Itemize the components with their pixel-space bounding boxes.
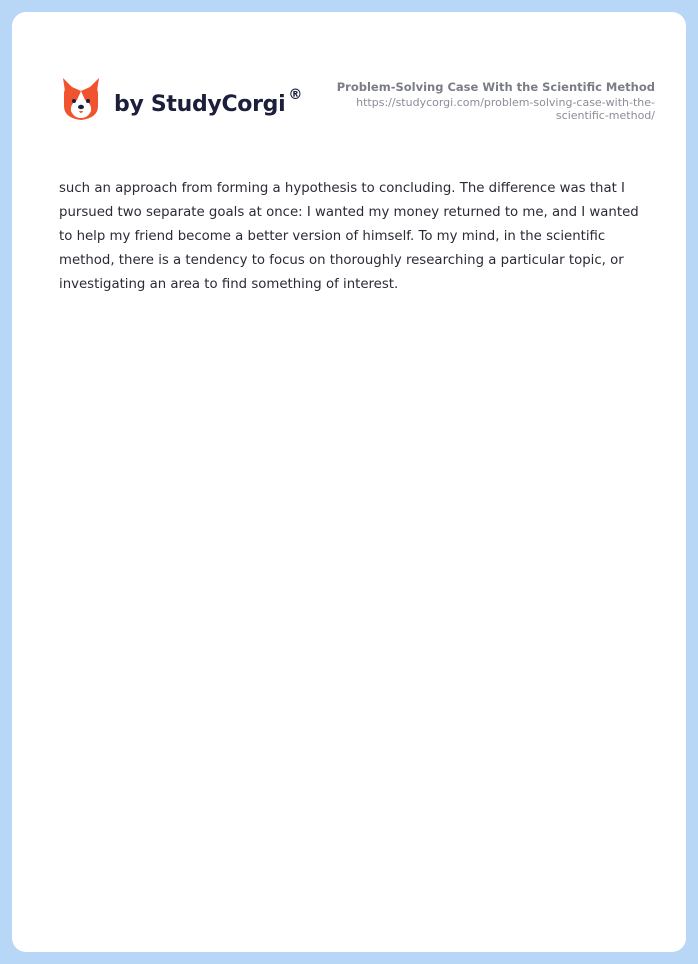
- registered-mark: ®: [288, 87, 303, 103]
- body-paragraph: such an approach from forming a hypothesis to concluding. The difference was that I pursued two separate goals at once: I wanted my money returned to me, and I wanted to help my friend become a better version of himself. To my mind, in the scientific method, there is a tendency to focus on thoroughly researching a particular topic, or investigating an area to find something of interest.: [59, 181, 639, 292]
- document-url-line-2[interactable]: scientific-method/: [555, 109, 655, 122]
- document-meta: [325, 79, 655, 122]
- brand-label: by StudyCorgi: [114, 92, 286, 117]
- document-title: Problem-Solving Case With the Scientific Method: [336, 80, 655, 94]
- document-page: [12, 12, 686, 952]
- studycorgi-logo[interactable]: [60, 76, 302, 122]
- corgi-head-icon: [60, 76, 102, 122]
- brand-name: [114, 87, 302, 117]
- document-url-line-1[interactable]: https://studycorgi.com/problem-solving-case-with-the-: [356, 96, 655, 109]
- document-url[interactable]: [325, 96, 655, 122]
